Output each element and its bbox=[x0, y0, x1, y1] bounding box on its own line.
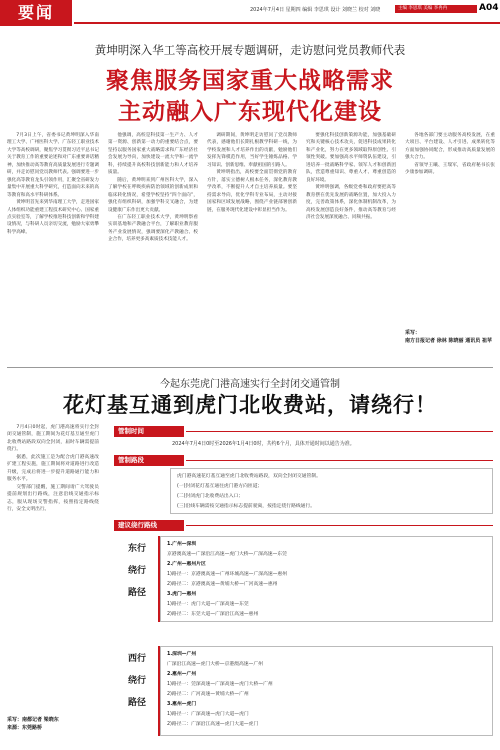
east-route-line: 1)路径一：京港澳高速—广州环城高速—广深高速—惠州 bbox=[167, 572, 288, 577]
west-route-line: 1)路径一：莞深高速—广深高速—虎门大桥—广州 bbox=[167, 682, 273, 687]
article2-credits bbox=[7, 717, 107, 732]
article1-headline-line2: 主动融入广东现代化建设 bbox=[118, 99, 382, 125]
west-route-line: 1)路径一：广深高速—虎门大道—虎门 bbox=[167, 712, 249, 717]
west-route-line: 2)路径二：广河高速—黄埔大桥—广州 bbox=[167, 692, 249, 697]
route-line: (二)封闭虎门北收费站出入口； bbox=[177, 494, 244, 499]
east-route-line: 2)路径二：京港澳高速—黄埔大桥—广河高速—惠州 bbox=[167, 582, 278, 587]
paragraph: 各地各部门要主动服务高校发展，在重大项目、平台建设、人才引进、成果转化等方面加强协同配合，形成推动高质量发展的强大合力。 bbox=[405, 133, 495, 161]
paragraph: 他强调，高校是科技第一生产力、人才第一资源、创新第一动力的重要结合点，要坚持以服务国家重大战略需求和广东经济社会发展为导向，加快建设一流大学和一流学科，持续提升高校科技创新能力和人才培养质量。 bbox=[108, 133, 198, 176]
article1-column-2 bbox=[108, 132, 198, 362]
article1-column-4 bbox=[306, 132, 396, 362]
detour-rule bbox=[186, 525, 493, 526]
article-divider bbox=[7, 367, 493, 368]
article2-kicker: 今起东莞虎门港高速实行全封闭交通管制 bbox=[160, 379, 340, 390]
masthead-rule bbox=[74, 22, 500, 24]
route-line: 虎门港高速花灯基互通至虎门北收费站路段，双向全封闭交通管制。 bbox=[177, 474, 321, 479]
paragraph: 黄坤明首先来到华南理工大学，走进国家人体组织功能重建工程技术研究中心、国家重点实验室等，了解学校推进科技创新和学科建设情况，与科研人员亲切交流，勉励大家勇攀科学高峰。 bbox=[7, 200, 99, 235]
article1-column-3 bbox=[207, 132, 297, 362]
article1-credits bbox=[405, 329, 495, 345]
control-route-heading: 管制路段 bbox=[114, 455, 184, 466]
paragraph: 黄坤明指出，高校要全面贯彻党的教育方针，落实立德树人根本任务，深化教育教学改革，不断提升人才自主培养质量。要坚持需求导向，优化学科专业布局，主动对接国家和区域发展战略，围绕产业链部署创新链，在服务现代化建设中彰显担当作为。 bbox=[207, 170, 297, 213]
east-route-title: 3.虎门—惠州 bbox=[167, 592, 197, 597]
control-time-heading: 管制时间 bbox=[114, 426, 184, 437]
west-route-line: 2)路径二：广深沿江高速—虎门大道—虎门 bbox=[167, 722, 259, 727]
paragraph: 7月4日0时起，虎门港高速将实行全封闭交通管制，施工期间为花灯基互通至虎门北收费站路段双向全封闭，届时车辆需提前绕行。 bbox=[7, 425, 99, 453]
paragraph: 调研期间，黄坤明走访慰问了党员教师代表，感谢他们长期扎根教学科研一线，为学校发展和人才培养作出的贡献，勉励他们发挥先锋模范作用，当好学生锤炼品格、学习知识、创新思维、奉献祖国的引路人。 bbox=[207, 133, 297, 168]
article1-headline-line1: 聚焦服务国家重大战略需求 bbox=[106, 68, 394, 94]
article1-kicker: 黄坤明深入华工等高校开展专题调研，走访慰问党员教师代表 bbox=[94, 43, 406, 57]
editors-badge: 主编 李思琪 美编 李冉冉 bbox=[395, 5, 477, 13]
paragraph: 据悉，此次施工是为配合虎门港高速改扩建工程实施，施工期间将对道路进行改造升级，完成后将进一步提升道路通行能力和服务水平。 bbox=[7, 454, 99, 483]
east-route-line: 2)路径二：东莞大道—广深沿江高速—惠州 bbox=[167, 612, 259, 617]
control-time-text: 2024年7月4日0时至2026年1月4日0时，共约6个月，具体开通时间以通告为准。 bbox=[172, 441, 355, 447]
east-route-title: 1.广州—深圳 bbox=[167, 542, 197, 547]
east-detour-label: 东行 绕行 路径 bbox=[127, 544, 146, 598]
paragraph: 省领导王曦、王瑞军，省政府秘书长张少康参加调研。 bbox=[405, 162, 495, 176]
paragraph: 要强化科技创新策源功能，加强基础研究和关键核心技术攻关，促进科技成果转化和产业化，努力在更多领域取得原创性、引领性突破。要加强高水平师资队伍建设，引进培养一批战略科学家、领军人才和创新团队，营造尊重知识、尊重人才、尊重创造的良好环境。 bbox=[306, 133, 396, 183]
masthead bbox=[0, 0, 500, 26]
east-detour-table bbox=[160, 536, 493, 622]
route-line: (三)沿线车辆需按交通指示标志提前驶离，按指定绕行路线通行。 bbox=[177, 504, 316, 509]
article2-left-column bbox=[7, 424, 99, 690]
detour-heading: 建议绕行路线 bbox=[114, 520, 184, 531]
control-route-rule bbox=[186, 460, 493, 461]
west-route-title: 3.惠州—虎门 bbox=[167, 702, 197, 707]
east-route-title: 2.广州—惠州片区 bbox=[167, 562, 206, 567]
east-route-line: 1)路径一：虎门大道—广深高速—东莞 bbox=[167, 602, 249, 607]
article1-column-1 bbox=[7, 132, 99, 362]
route-line: (一)封闭花灯基互通往虎门港方向匝道； bbox=[177, 484, 263, 489]
east-route-line: 京港澳高速—广深沿江高速—虎门大桥—广深高速—东莞 bbox=[167, 552, 287, 557]
west-route-line: 广深沿江高速—虎门大桥—京港澳高速—广州 bbox=[167, 662, 263, 667]
control-time-rule bbox=[186, 431, 493, 432]
west-detour-label: 西行 绕行 路径 bbox=[127, 654, 146, 708]
credit-label: 采写： bbox=[405, 330, 421, 336]
credit-source: 来源：东莞路桥 bbox=[7, 724, 43, 731]
west-detour-table bbox=[160, 646, 493, 736]
paragraph: 7月3日上午，省委书记黄坤明深入华南理工大学、广州医科大学、广东轻工职业技术大学等高校调研，聚焦学习贯彻习近平总书记关于教育工作的重要论述和对广东重要讲话精神，加快推动高等教育高质量发展进行专题调研，并走访慰问党员教师代表。强调要进一步强化高等教育龙头引领作用，汇聚全省研发力量集中开展重大科学研究，打造面向未来的高等教育和高水平科研体系。 bbox=[7, 133, 99, 198]
paragraph: 黄坤明强调，各级党委和政府要把高等教育摆在优先发展的战略位置，加大投入力度，完善政策体系，深化体制机制改革，为高校发展创造良好条件，推动高等教育与经济社会发展深度融合、同频共振。 bbox=[306, 185, 396, 220]
section-label: 要闻 bbox=[0, 0, 72, 26]
page-number: A04 bbox=[479, 3, 499, 13]
paragraph: 在广东轻工职业技术大学，黄坤明察看实训基地和产教融合平台，了解职业教育服务产业发展情况，强调要深化产教融合、校企合作，培养更多高素质技术技能人才。 bbox=[108, 214, 198, 243]
credit-names: 南方日报记者 徐林 陈晓丽 通讯员 祖苹 bbox=[405, 338, 492, 344]
west-route-title: 1.深圳—广州 bbox=[167, 652, 197, 657]
article1-column-5 bbox=[405, 132, 495, 328]
article2-headline: 花灯基互通到虎门北收费站，请绕行！ bbox=[63, 393, 437, 417]
date-line: 2024年7月4日 星期四 编辑 李思琪 设计 刘晓兰 校对 刘晓 bbox=[250, 7, 381, 13]
paragraph: 交警部门提醒，施工期间请广大驾驶员提前规划出行路线，注意沿线交通指示标志，服从现场交警指挥，按照指定路线绕行，安全文明出行。 bbox=[7, 484, 99, 512]
west-route-title: 2.惠州—广州 bbox=[167, 672, 197, 677]
credit-reporter: 采写：南都记者 梁晓东 bbox=[7, 717, 59, 723]
control-route-box bbox=[170, 468, 493, 514]
paragraph: 随后，黄坤明来到广州医科大学，深入了解学校在呼吸疾病防治领域的创新成果和临床转化情况，希望学校坚持“四个面向”，强化有组织科研，加强学科交叉融合，为建设健康广东作出更大贡献。 bbox=[108, 177, 198, 213]
